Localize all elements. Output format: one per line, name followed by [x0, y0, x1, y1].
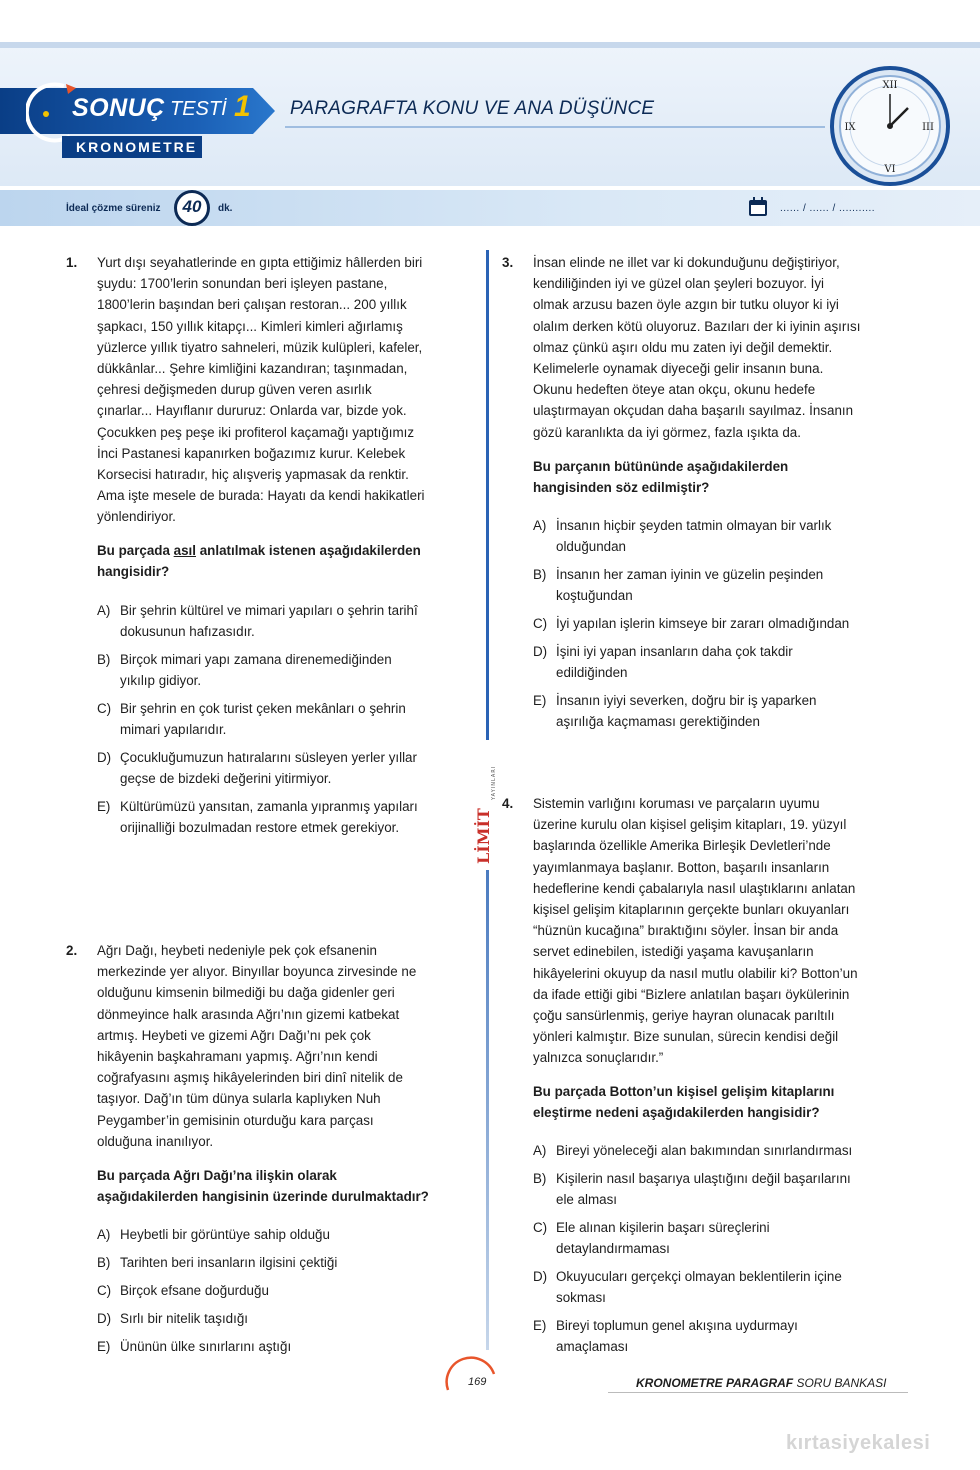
stem-text: Bu parçanın bütününde aşağıdakilerden [533, 459, 789, 474]
page-number: 169 [468, 1376, 487, 1388]
option-text: mimari yapılarıdır. [120, 722, 227, 738]
option-letter: B) [533, 1171, 547, 1186]
passage-line: gözü karanlıkta da iyi görmez, fazla ışıkta da. [533, 424, 801, 440]
footer-line [608, 1392, 908, 1393]
option-a[interactable] [97, 600, 418, 642]
option-e[interactable] [533, 690, 817, 732]
passage-line: dükkânlar... Şehre kimliğini kazandıran; taşınmadan, [97, 361, 408, 377]
option-text: Birçok mimari yapı zamana direnemediğinden [120, 652, 392, 667]
passage-line: merkezinde yer alıyor. Binyıllar boyunca zirvesinde ne [97, 964, 417, 980]
option-text: aşırılığa kaçmaması gerektiğinden [556, 714, 760, 730]
passage-line: hedeflerine kendi çabalarıyla nasıl ulaştıklarını anlatan [533, 880, 856, 896]
passage-line: Yurt dışı seyahatlerinde en gıpta ettiğimiz hâllerden biri [97, 255, 423, 270]
option-c[interactable] [533, 613, 849, 634]
passage-line: Okunu hedeften öteye atan okçu, okunu hedefe [533, 382, 816, 398]
option-text: orijinalliği bozulmadan restore etmek gerekiyor. [120, 820, 400, 836]
passage-line: çınarlar... Hayıflanır dururuz: Onlarda var, bizde yok. [97, 403, 407, 419]
option-text: Heybetli bir görüntüye sahip olduğu [120, 1227, 330, 1242]
option-text: Ele alınan kişilerin başarı süreçlerini [556, 1220, 770, 1235]
option-e[interactable] [97, 796, 418, 838]
option-text: Kişilerin nasıl başarıya ulaştığını değil başarılarını [556, 1171, 851, 1186]
stem-text: eleştirme nedeni aşağıdakilerden hangisidir? [533, 1105, 820, 1121]
svg-text:YAYINLARI: YAYINLARI [491, 765, 497, 800]
option-text: Bir şehrin kültürel ve mimari yapıları o şehrin tarihî [120, 603, 418, 618]
footer-title [636, 1376, 886, 1390]
stem-text: hangisinden söz edilmiştir? [533, 480, 710, 496]
topic-underline [285, 126, 825, 128]
passage-line: Ama işte mesele de burada: Hayatı da kendi hakikatleri [97, 488, 425, 504]
option-letter: A) [533, 518, 547, 533]
passage-line: olduğunu kimsenin bilmediği bu dağa gidenler geri [97, 985, 395, 1001]
option-b[interactable] [97, 1252, 337, 1273]
option-letter: C) [533, 616, 548, 631]
option-letter: C) [97, 1283, 112, 1298]
option-e[interactable] [97, 1336, 291, 1357]
option-text: olduğundan [556, 539, 627, 555]
option-c[interactable] [97, 698, 406, 740]
option-a[interactable] [97, 1224, 330, 1245]
stem-text: Bu parçada Botton’un kişisel gelişim kitaplarını [533, 1084, 835, 1099]
option-letter: E) [97, 799, 111, 814]
option-text: İnsanın iyiyi severken, doğru bir iş yaparken [556, 693, 817, 708]
passage-line: Korsecisi hatıradır, hiç alışveriş yapmasak da renktir. [97, 467, 409, 483]
option-d[interactable] [97, 1308, 248, 1329]
option-letter: A) [533, 1143, 547, 1158]
option-letter: B) [97, 1255, 111, 1270]
option-text: Kültürümüzü yansıtan, zamanla yıpranmış yapıları [120, 799, 418, 814]
svg-text:VI: VI [884, 164, 896, 175]
passage-line: Çocukken peş peşe iki profiterol kaçamağı yaptığımız [97, 424, 415, 440]
ideal-time-label: İdeal çözme süreniz [66, 203, 161, 214]
footer-title-bold: KRONOMETRE PARAGRAF [636, 1376, 794, 1390]
option-letter: E) [533, 1318, 547, 1333]
passage-line: olmak arzusu bazen öyle azgın bir tutku oluyor ki iyi [533, 297, 839, 313]
passage-line: Ağrı Dağı, heybeti nedeniyle pek çok efsanenin [97, 943, 377, 958]
option-letter: D) [97, 1311, 112, 1326]
question-number: 2. [66, 943, 78, 958]
option-a[interactable] [533, 1140, 852, 1161]
option-text: Sırlı bir nitelik taşıdığı [120, 1311, 249, 1326]
passage-line: da ifade ettiği gibi “Bizlere anlatılan başarı öykülerinin [533, 986, 850, 1002]
series-label: KRONOMETRE [76, 139, 198, 155]
question-passage [533, 793, 858, 1069]
passage-line: kendiliğinden iyi ve güzel olan şeyleri bozuyor. İyi [533, 276, 825, 292]
header-top-line [0, 42, 980, 48]
limit-yayinlari-logo [469, 740, 499, 870]
option-letter: E) [533, 693, 547, 708]
passage-line: olalım derken kötü oluyoruz. Bazıları der ki iyinin aşırısı [533, 318, 861, 334]
passage-line: Peygamber’in gemisinin oturduğu kara parçası [97, 1112, 374, 1128]
option-text: Okuyucuları gerçekçi olmayan beklentilerin içine [556, 1269, 842, 1284]
option-text: geçse de bizdeki değerini yitirmiyor. [120, 771, 332, 787]
question-stem [97, 540, 421, 582]
passage-line: çoğu sansürlenmiş, geriye hayran olunacak parıltılı [533, 1008, 835, 1024]
stem-text: hangisidir? [97, 564, 170, 580]
passage-line: Kelimelerle oynamak diyeceği gelir insanın buna. [533, 361, 824, 377]
option-text: Bireyi yöneleceği alan bakımından sınırlandırması [556, 1143, 853, 1158]
question-number: 1. [66, 255, 78, 270]
passage-line: olduğuna inanılıyor. [97, 1133, 214, 1149]
option-text: ele alması [556, 1192, 618, 1208]
option-letter: A) [97, 603, 111, 618]
svg-text:LİMİT: LİMİT [474, 808, 493, 864]
question-passage [97, 940, 416, 1152]
passage-line: artmış. Heybeti ve gizemi Ağrı Dağı’nı pek çok [97, 1027, 371, 1043]
passage-line: hikâyelerini okuyup da nasıl mutlu olabilir ki? Botton’un [533, 965, 858, 981]
passage-line: üzerine kurulu olan kişisel gelişim kitapları, 19. yüzyıl [533, 817, 847, 833]
ideal-time-value: 40 [182, 197, 202, 216]
question-number: 4. [502, 796, 514, 811]
option-letter: D) [533, 644, 548, 659]
option-text: İnsanın her zaman iyinin ve güzelin peşinden [556, 567, 824, 582]
right-column [502, 252, 922, 1362]
question-stem [533, 456, 788, 498]
title-sonuc: SONUÇ [72, 94, 165, 122]
option-b[interactable] [533, 564, 823, 606]
passage-line: coğrafyasını aşmış hikâyelerinden biri dinî nitelik de [97, 1070, 403, 1086]
svg-text:XII: XII [882, 80, 898, 91]
date-field: ...... / ...... / ........... [780, 203, 876, 214]
option-letter: D) [97, 750, 112, 765]
passage-line: kişisel gelişim kitaplarının gerçekte bunları okuyanları [533, 902, 850, 918]
option-text: Tarihten beri insanların ilgisini çektiği [120, 1255, 338, 1270]
option-text: yıkılıp gidiyor. [120, 673, 202, 689]
passage-line: yüzlerce yıllık tiyatro sahneleri, müzik kulüpleri, kafeler, [97, 339, 423, 355]
ideal-time-unit: dk. [218, 203, 233, 214]
option-text: Bir şehrin en çok turist çeken mekânları o şehrin [120, 701, 406, 716]
option-text: İnsanın hiçbir şeyden tatmin olmayan bir varlık [556, 518, 832, 533]
option-e[interactable] [533, 1315, 798, 1357]
passage-line: taşıyor. Dağ’ın tüm dünya sularla kaplıyken Nuh [97, 1091, 381, 1107]
svg-text:III: III [922, 122, 934, 133]
passage-line: yönlendiriyor. [97, 509, 176, 525]
title-testi: TESTİ [170, 98, 227, 120]
left-column [66, 252, 476, 1362]
question-passage [97, 252, 425, 528]
option-d[interactable] [97, 747, 417, 789]
option-letter: A) [97, 1227, 111, 1242]
option-text: edildiğinden [556, 665, 628, 681]
option-text: koştuğundan [556, 588, 633, 604]
passage-line: yönleri kalmıştır. Bize sunulan, sürecin kendisi değil [533, 1029, 839, 1045]
passage-line: şapkacı, 150 yıllık kitapçı... Kimleri kimleri ağırlamış [97, 318, 403, 334]
passage-line: başlarında özellikle Amerika Birleşik Devletleri’nde [533, 838, 831, 854]
passage-line: hikâyenin başkahramanı yapmış. Ağrı’nın kendi [97, 1049, 378, 1065]
clock-icon [828, 64, 952, 188]
stem-text: Bu parçada [97, 543, 174, 558]
passage-line: yalnızca sonuçlarıdır.” [533, 1050, 664, 1066]
passage-line: dönmeyince halk arasında Ağrı’nın gizemi katbekat [97, 1006, 400, 1022]
option-letter: B) [533, 567, 547, 582]
question-stem [533, 1081, 834, 1123]
passage-line: şuydu: 1700’lerin sonundan beri işleyen pastane, [97, 276, 388, 292]
passage-line: ulaştırmayan okçudan daha başarılı sayılmaz. İnsanın [533, 403, 854, 419]
question-number: 3. [502, 255, 514, 270]
passage-line: Sistemin varlığını koruması ve parçaların uyumu [533, 796, 820, 811]
option-c[interactable] [533, 1217, 770, 1259]
option-text: İyi yapılan işlerin kimseye bir zararı olmadığından [556, 616, 850, 631]
option-b[interactable] [97, 649, 392, 691]
passage-line: yayımlanmaya başlanır. Botton, başarılı insanların [533, 859, 830, 875]
topic-title: PARAGRAFTA KONU VE ANA DÜŞÜNCE [290, 98, 655, 119]
passage-line: 1800’lerin başından beri çalışan restoran... 200 yıllık [97, 297, 407, 313]
passage-line: “hüznün kucağına” bıraktığını söyler. İnsan bir anda [533, 923, 839, 939]
option-letter: D) [533, 1269, 548, 1284]
option-letter: C) [533, 1220, 548, 1235]
stem-text: aşağıdakilerden hangisinin üzerinde durulmaktadır? [97, 1189, 429, 1205]
question-stem [97, 1165, 429, 1207]
option-text: Bireyi toplumun genel akışına uydurmayı [556, 1318, 798, 1333]
option-text: Ününün ülke sınırlarını aştığı [120, 1339, 292, 1354]
option-text: Çocukluğumuzun hatıralarını süsleyen yerler yıllar [120, 750, 417, 765]
watermark: kırtasiyekalesi [786, 1432, 931, 1454]
option-letter: B) [97, 652, 111, 667]
option-letter: C) [97, 701, 112, 716]
stem-underlined-word: asıl [173, 543, 196, 558]
option-b[interactable] [533, 1168, 851, 1210]
footer-title-light: SORU BANKASI [793, 1376, 887, 1390]
passage-line: çehresi değişmeden durup güven veren asırlık [97, 382, 372, 398]
option-c[interactable] [97, 1280, 269, 1301]
option-text: amaçlaması [556, 1339, 629, 1355]
option-d[interactable] [533, 1266, 842, 1308]
passage-line: olmaz çünkü aşırı oldu mu zaten iyi değil demektir. [533, 339, 833, 355]
calendar-icon [748, 197, 768, 217]
passage-line: İnci Pastanesi kapanırken boğazımız kurur. Kelebek [97, 445, 406, 461]
option-text: sokması [556, 1290, 606, 1306]
passage-line: İnsan elinde ne illet var ki dokunduğunu değiştiriyor, [533, 255, 840, 270]
question-passage [533, 252, 860, 443]
stem-text: anlatılmak istenen aşağıdakilerden [196, 543, 421, 558]
option-a[interactable] [533, 515, 831, 557]
option-d[interactable] [533, 641, 793, 683]
option-text: Birçok efsane doğurduğu [120, 1283, 269, 1298]
svg-text:IX: IX [844, 122, 856, 133]
option-text: dokusunun hafızasıdır. [120, 624, 255, 640]
option-text: İşini iyi yapan insanların daha çok takdir [556, 644, 793, 659]
stem-text: Bu parçada Ağrı Dağı’na ilişkin olarak [97, 1168, 337, 1183]
passage-line: servet edinebilen, istediği yaşama kavuşanların [533, 944, 814, 960]
test-number: 1 [234, 90, 251, 123]
option-letter: E) [97, 1339, 111, 1354]
option-text: detaylandırmaması [556, 1241, 670, 1257]
